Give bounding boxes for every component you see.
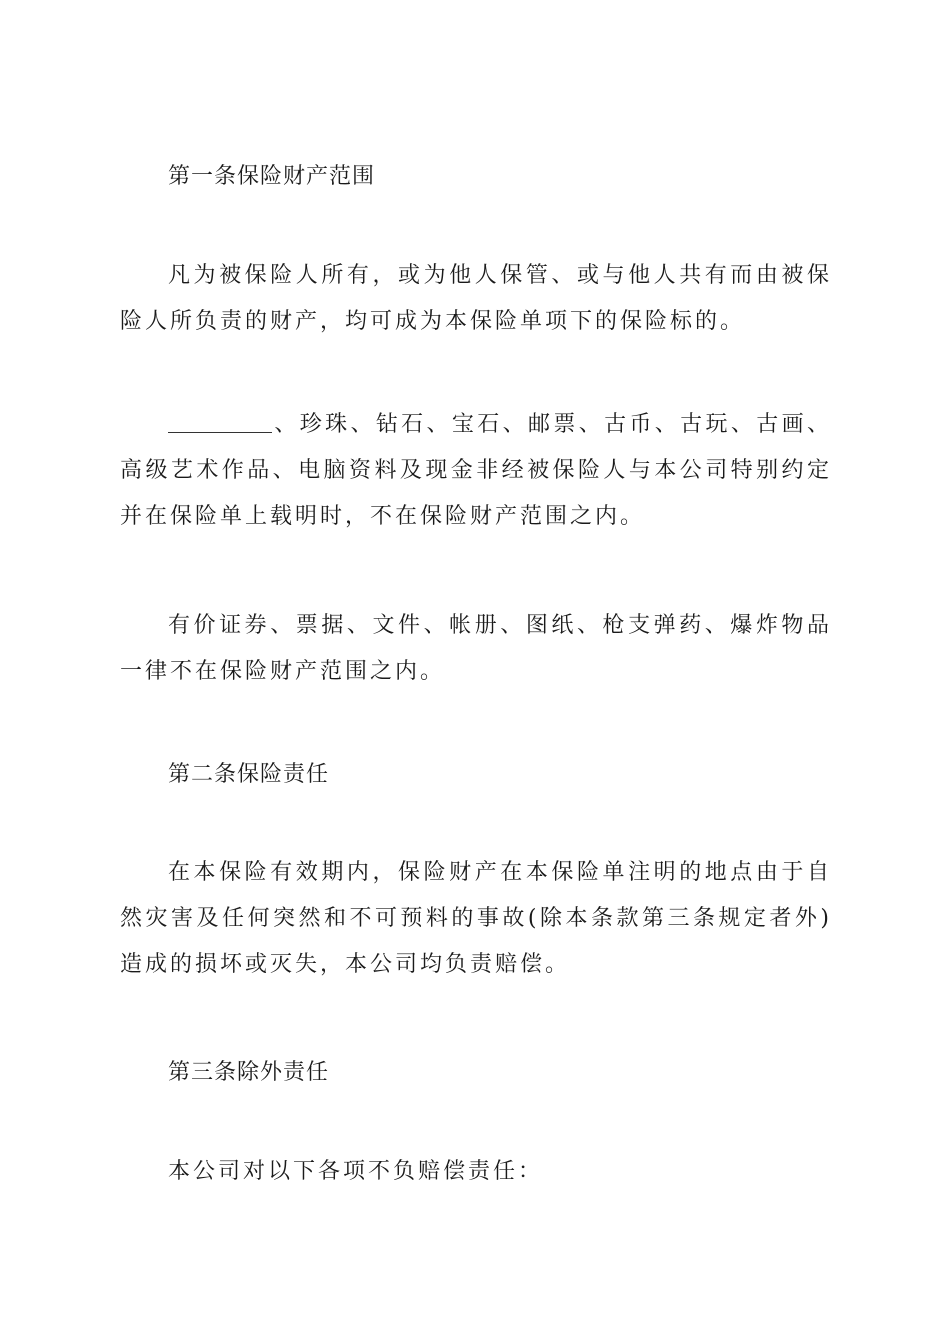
article-3-paragraph-1-text: 本公司对以下各项不负赔偿责任： (168, 1159, 544, 1184)
article-2-heading (120, 752, 832, 798)
article-3-heading-text: 第三条除外责任 (168, 1060, 330, 1085)
fill-in-blank (168, 410, 272, 433)
article-1-heading-text: 第一条保险财产范围 (168, 164, 376, 189)
article-2-heading-text: 第二条保险责任 (168, 762, 330, 787)
article-1-paragraph-2 (120, 402, 832, 540)
article-1-paragraph-2-text: 、珍珠、钻石、宝石、邮票、古币、古玩、古画、高级艺术作品、电脑资料及现金非经被保险人与本公司特别约定并在保险单上载明时，不在保险财产范围之内。 (120, 412, 832, 529)
article-1-paragraph-3-text: 有价证券、票据、文件、帐册、图纸、枪支弹药、爆炸物品一律不在保险财产范围之内。 (120, 613, 832, 684)
article-1-paragraph-3 (120, 603, 832, 695)
article-1-paragraph-1-text: 凡为被保险人所有，或为他人保管、或与他人共有而由被保险人所负责的财产，均可成为本保险单项下的保险标的。 (120, 263, 832, 334)
article-3-paragraph-1 (120, 1149, 832, 1195)
article-2-paragraph-1-text: 在本保险有效期内，保险财产在本保险单注明的地点由于自然灾害及任何突然和不可预料的事故(除本条款第三条规定者外)造成的损坏或灭失，本公司均负责赔偿。 (120, 860, 832, 977)
article-1-heading (120, 154, 832, 200)
article-3-heading (120, 1050, 832, 1096)
article-2-paragraph-1 (120, 850, 832, 988)
article-1-paragraph-1 (120, 253, 832, 345)
